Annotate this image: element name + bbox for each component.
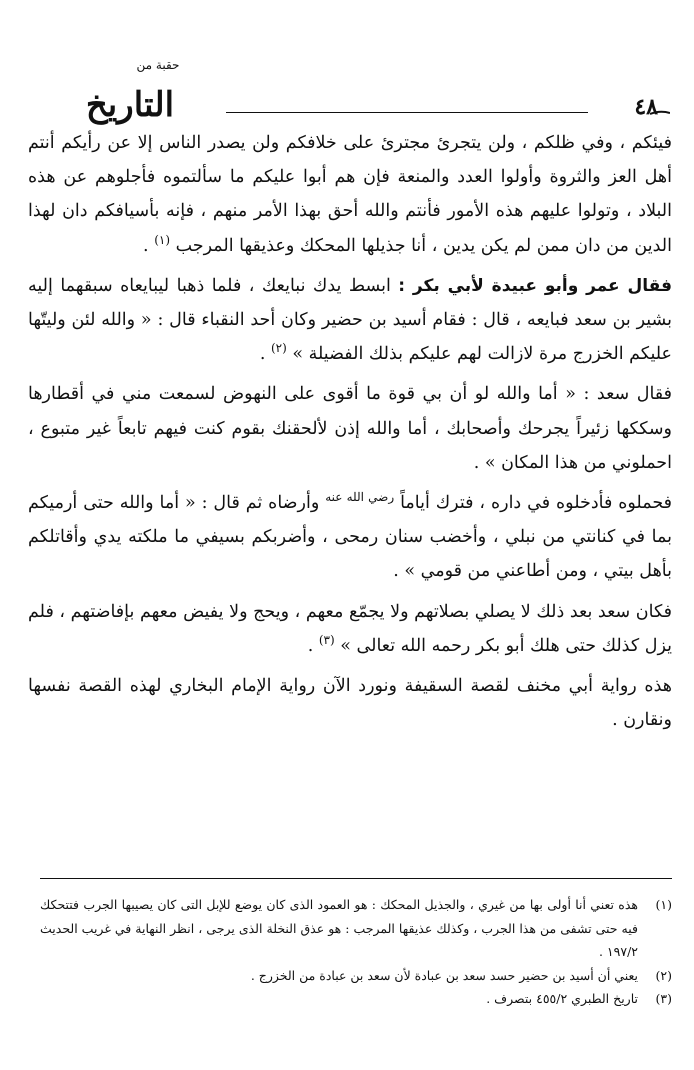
paragraph-end: . [143, 235, 155, 256]
page-number: ٤٨ [634, 94, 658, 120]
paragraph-lead: فقال عمر وأبو عبيدة لأبي بكر : [398, 275, 672, 296]
paragraph [28, 595, 672, 663]
book-title: التاريخ [85, 85, 175, 125]
footnote-text: يعني أن أسيد بن حضير حسد سعد بن عبادة لأن سعد بن عبادة من الخزرج . [250, 967, 638, 983]
paragraph-end: . [307, 635, 319, 656]
paragraph [28, 269, 672, 372]
paragraph-end: . [259, 344, 271, 365]
paragraph [28, 669, 672, 737]
paragraph-text: فيئكم ، وفي ظلكم ، ولن يتجرئ مجترئ على خلافكم ولن يصدر الناس إلا عن رأيكم أنتم أهل العز والثروة وأولوا العدد والمنعة فإن هم أبوا عليكم ما سألتموه فأجلوهم عن هذه البلاد ، وتولوا عليهم هذه الأمور فأنتم والله أحق بهذا الأمر منهم ، فإنه بأسيافكم دان لهذا الدين من دان ممن لم يكن يدين ، أنا جذيلها المحكك وعذيقها المرجب [28, 133, 672, 256]
footnote-ref: (٣) [318, 633, 335, 648]
main-text [28, 126, 672, 737]
paragraph [28, 126, 672, 263]
footnote-text: تاريخ الطبري ٤٥٥/٢ بتصرف . [486, 991, 638, 1006]
paragraph [28, 377, 672, 480]
footnote-ref: (٢) [270, 341, 287, 356]
book-subtitle: حقبة من [136, 58, 180, 72]
paragraph-text: ابسط يدك نبايعك ، فلما ذهبا ليبايعاه سبقهما إليه بشير بن سعد فبايعه ، قال : فقام أسيد بن حضير وكان أحد النقباء قال : « والله لئن وليتّها عليكم الخزرج مرة لازالت لهم عليكم بذلك الفضيلة » [28, 275, 672, 365]
swash-ornament-icon [650, 110, 670, 116]
footnote-number: (١) [655, 897, 672, 912]
paragraph-text: وأرضاه ثم قال : « أما والله حتى أرميكم بما في كنانتي من نبلي ، وأخضب سنان رمحى ، وأضربكم بسيفي ما ملكته يدي وأقاتلكم بأهل بيتي ، ومن أطاعني من قومي » . [28, 493, 672, 582]
footnote-number: (٢) [655, 967, 672, 983]
header-rule [226, 112, 588, 113]
paragraph-text: فكان سعد بعد ذلك لا يصلي بصلاتهم ولا يجمّع معهم ، ويحج ولا يفيض معهم بإفاضتهم ، فلم يزل كذلك حتى هلك أبو بكر رحمه الله تعالى » [28, 601, 672, 656]
footnote [40, 893, 672, 964]
paragraph [28, 486, 672, 589]
paragraph-text: فحملوه فأدخلوه في داره ، فترك أياماً [394, 493, 673, 514]
paragraph-text: هذه رواية أبي مخنف لقصة السقيفة ونورد الآن رواية الإمام البخاري لهذه القصة نفسها ونقارن . [28, 676, 672, 731]
footnote-number: (٣) [655, 991, 672, 1006]
footnote-ref: (١) [154, 232, 171, 247]
footnote [40, 987, 672, 1011]
footnotes [40, 878, 672, 1011]
footnote [40, 964, 672, 988]
honorific: رضي الله عنه [325, 490, 395, 505]
paragraph-text: فقال سعد : « أما والله لو أن بي قوة ما أقوى على النهوض لسمعت مني في أقطارها وسككها زئيراً يجرحك وأصحابك ، أما والله إذن لألحقنك بقوم كنت فيهم تابعاً غير متبوع ، احملوني من هذا المكان » . [28, 384, 672, 473]
page-header [30, 58, 670, 124]
footnote-text: هذه تعني أنا أولى بها من غيري ، والجذيل المحكك : هو العمود الذى كان يوضع للإبل التى كان يصيبها الجرب فتتحكك فيه حتى تشفى من هذا الجرب ، وكذلك عذيقها المرجب : هو عذق النخلة الذى يرجى ، انظر النهاية في غريب الحديث ١٩٧/٢ . [40, 897, 638, 959]
